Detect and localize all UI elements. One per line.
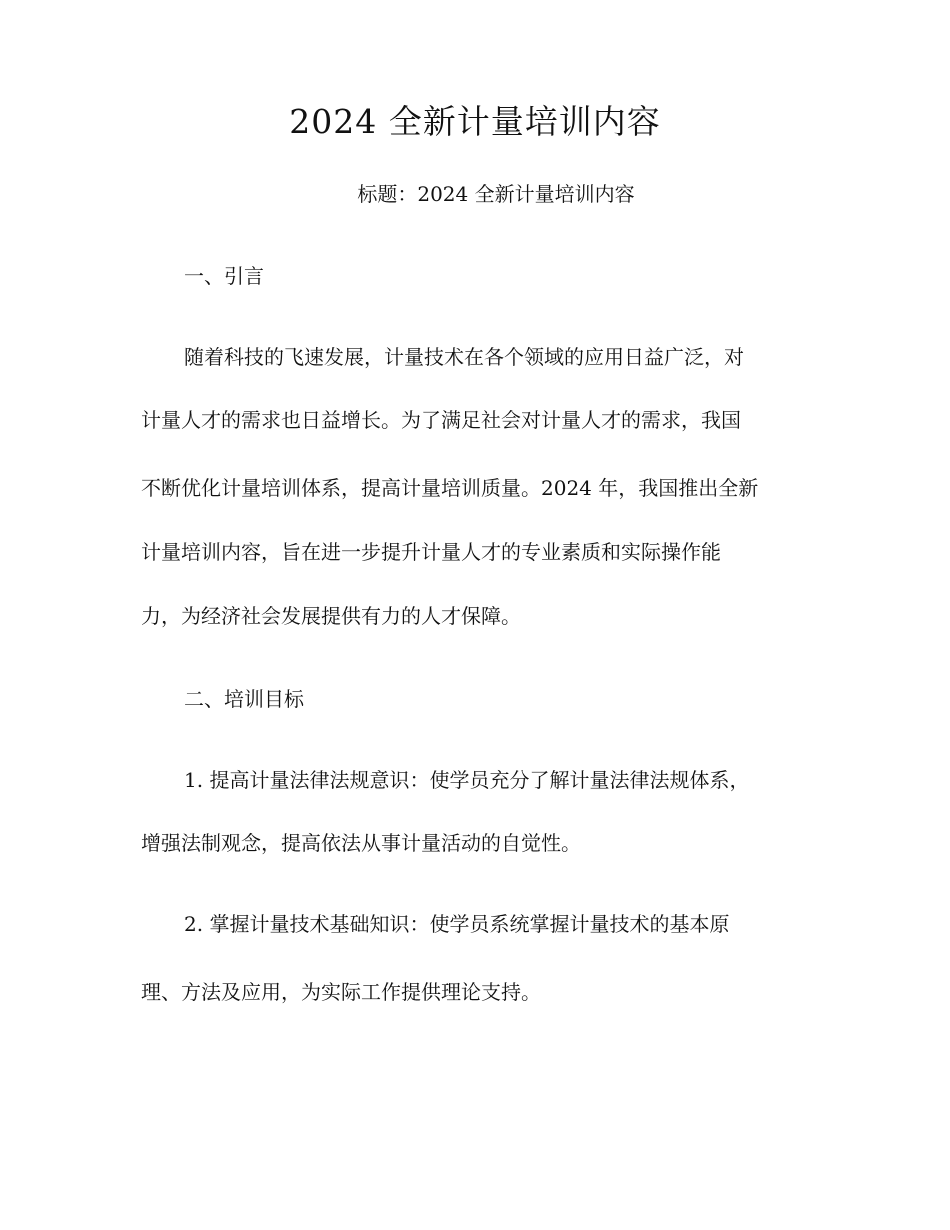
paragraph-line: 2. 掌握计量技术基础知识：使学员系统掌握计量技术的基本原	[184, 912, 730, 936]
paragraph-line: 1. 提高计量法律法规意识：使学员充分了解计量法律法规体系，	[184, 768, 750, 792]
paragraph-line: 力，为经济社会发展提供有力的人才保障。	[141, 604, 521, 628]
paragraph-line: 计量培训内容，旨在进一步提升计量人才的专业素质和实际操作能	[141, 540, 721, 564]
paragraph-line: 增强法制观念，提高依法从事计量活动的自觉性。	[141, 831, 581, 855]
document-subtitle: 标题：2024 全新计量培训内容	[357, 182, 635, 206]
paragraph-line: 随着科技的飞速发展，计量技术在各个领域的应用日益广泛，对	[184, 345, 744, 369]
paragraph-line: 不断优化计量培训体系，提高计量培训质量。2024 年，我国推出全新	[141, 476, 759, 500]
section-heading-introduction: 一、引言	[184, 264, 264, 288]
document-title: 2024 全新计量培训内容	[289, 102, 661, 141]
paragraph-line: 理、方法及应用，为实际工作提供理论支持。	[141, 980, 541, 1004]
section-heading-training-goals: 二、培训目标	[184, 687, 304, 711]
paragraph-line: 计量人才的需求也日益增长。为了满足社会对计量人才的需求，我国	[141, 408, 741, 432]
